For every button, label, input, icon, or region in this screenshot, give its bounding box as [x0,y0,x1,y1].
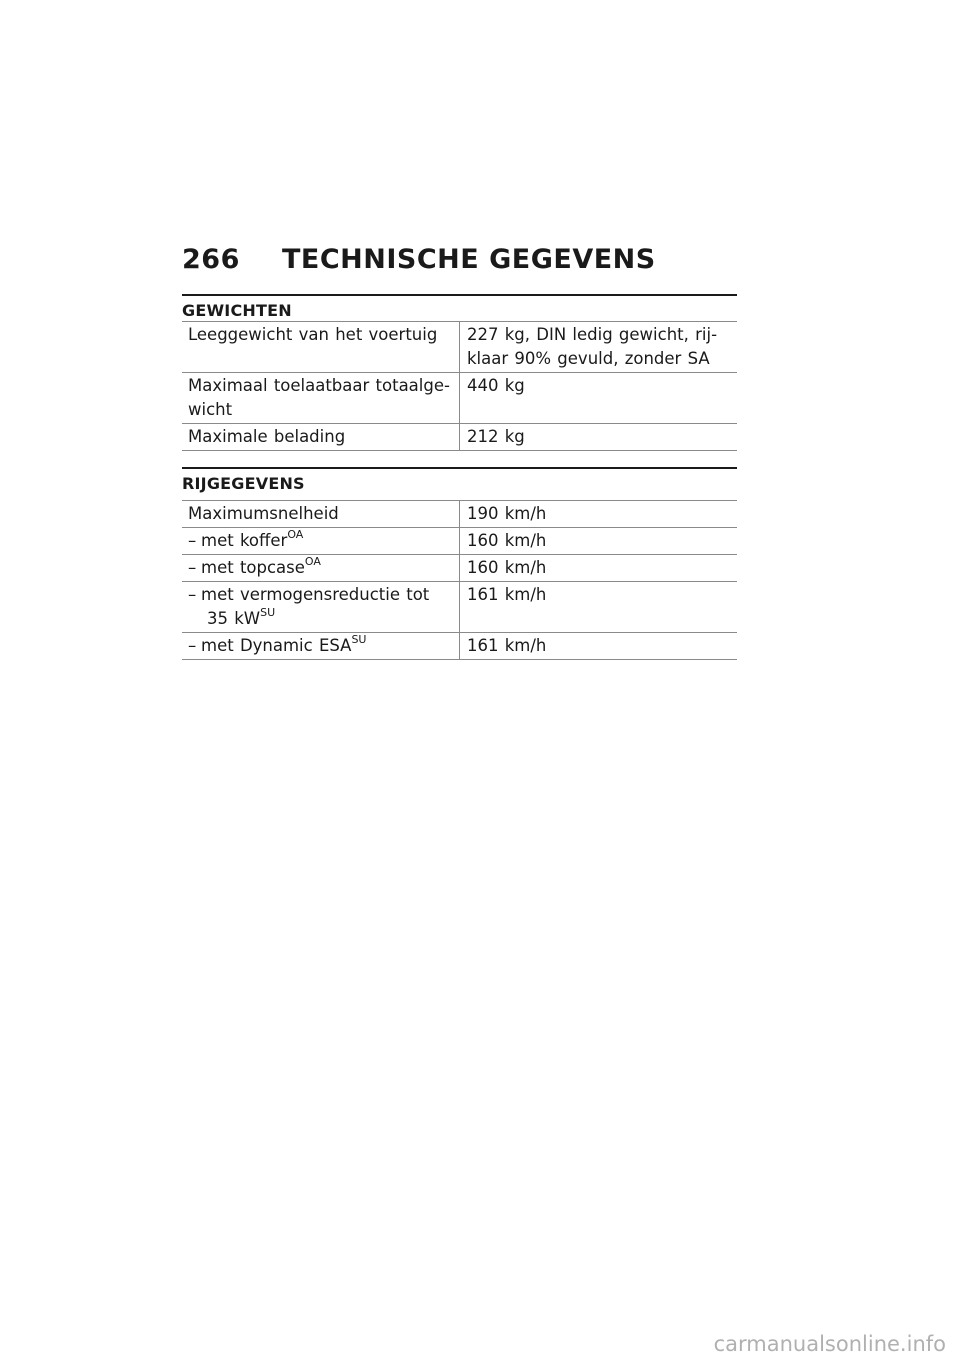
row-label [182,582,460,633]
page-number: 266 [182,244,240,275]
row-label-line: wicht [188,400,233,419]
row-value: 190 km/h [460,501,738,528]
row-value-line: klaar 90% gevuld, zonder SA [467,349,710,368]
table-row [182,424,737,451]
section-title: RIJGEGEVENS [182,467,737,500]
dash-marker: – [188,531,197,550]
row-value: 160 km/h [460,555,738,582]
row-label-text: 35 kW [207,609,261,628]
row-label-text: met vermogensreductie tot [201,585,430,604]
superscript-marker: SU [351,632,367,646]
row-value: 160 km/h [460,528,738,555]
row-label: Leeggewicht van het voertuig [182,322,460,373]
row-label-text: met koffer [201,531,288,550]
row-value [460,322,738,373]
superscript-marker: OA [304,554,321,568]
row-label [182,555,460,582]
dash-marker: – [188,636,197,655]
section-rijgegevens [182,467,737,660]
row-value: 212 kg [460,424,738,451]
row-label-text: met Dynamic ESA [201,636,352,655]
section-title: GEWICHTEN [182,294,737,321]
table-row [182,373,737,424]
table-row [182,501,737,528]
row-label [182,633,460,660]
table-row [182,555,737,582]
watermark: carmanualsonline.info [713,1332,946,1356]
row-label: Maximale belading [182,424,460,451]
chapter-title: TECHNISCHE GEGEVENS [282,244,656,275]
driving-table [182,500,737,660]
row-value: 161 km/h [460,633,738,660]
row-label: Maximumsnelheid [182,501,460,528]
dash-marker: – [188,558,197,577]
weights-table [182,321,737,451]
dash-marker: – [188,585,197,604]
superscript-marker: SU [260,605,276,619]
row-label-line: Maximaal toelaatbaar totaalge- [188,376,450,395]
row-label [182,528,460,555]
row-value-line: 227 kg, DIN ledig gewicht, rij- [467,325,718,344]
row-value: 161 km/h [460,582,738,633]
row-value: 440 kg [460,373,738,424]
table-row [182,528,737,555]
table-row [182,582,737,633]
table-row [182,633,737,660]
section-gewichten [182,294,737,451]
page-header [182,244,656,275]
table-row [182,322,737,373]
row-label [182,373,460,424]
row-label-text: met topcase [201,558,305,577]
superscript-marker: OA [287,527,304,541]
